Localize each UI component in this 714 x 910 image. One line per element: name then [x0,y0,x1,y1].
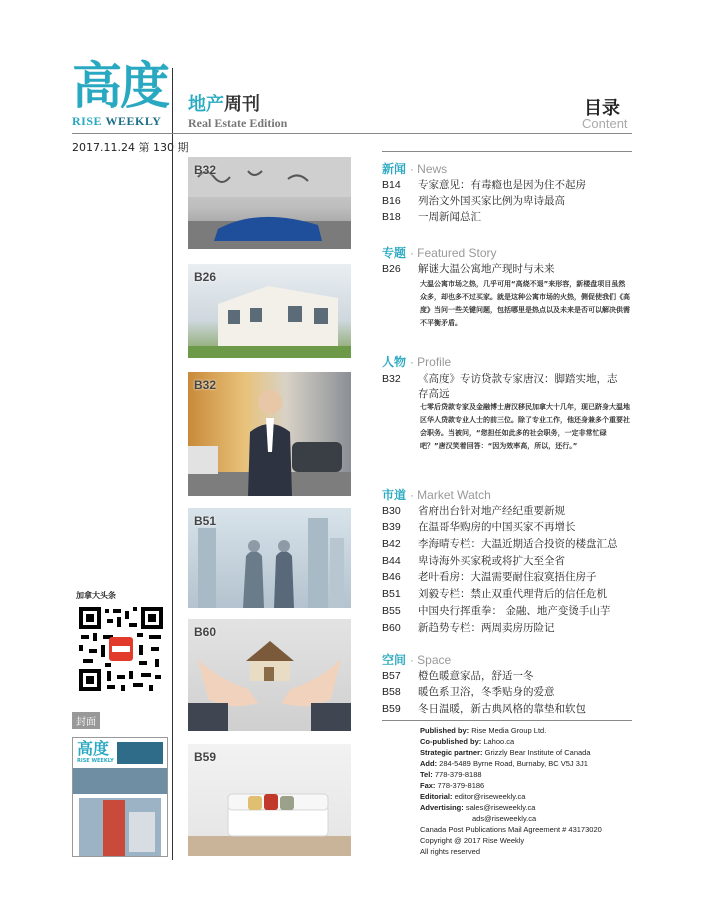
edition-subtitle: Real Estate Edition [188,116,288,130]
co-published-by: Co-published by: Lahoo.ca [420,737,515,746]
section-market: 市道 · Market Watch [382,488,491,502]
cover-label: 封面 [72,712,100,729]
edition-title: 地产周刊 [188,94,260,115]
toc-subtitle: Content [582,116,628,131]
qr-code[interactable] [77,605,165,693]
address: Add: 284-5489 Byrne Road, Burnaby, BC V5J 3J1 [420,759,588,768]
section-news: 新闻 · News [382,162,448,176]
photo-market [188,508,351,608]
toc-item: B32 《高度》专访贷款专家唐汉：脚踏实地，志 [382,373,618,385]
header-rule [72,133,632,134]
photo-profile [188,372,351,496]
toc-rule [382,151,632,152]
section-space: 空间 · Space [382,653,452,667]
photo-label: B59 [194,750,217,764]
logo-rise: RISE [72,114,103,128]
toc-item: B60 新趋势专栏：两周卖房历险记 [382,622,555,634]
photo-space [188,744,351,856]
toc-item: B58 暖色系卫浴，冬季贴身的爱意 [382,686,555,698]
logo-chinese: 高度 [72,57,168,115]
publisher-rule [382,720,632,721]
toc-item: B42 李海晴专栏：大温近期适合投资的楼盘汇总 [382,538,618,550]
logo-weekly: WEEKLY [105,114,162,128]
toc-item: B14 专家意见：有毒瘾也是因为住不起房 [382,179,586,191]
advertising-email[interactable]: Advertising: sales@riseweekly.ca [420,803,536,812]
toc-item: B46 老叶看房：大温需要耐住寂寞捂住房子 [382,571,597,583]
toc-item-continuation: 存高远 [418,388,450,400]
toc-item: B26 解谜大温公寓地产现时与未来 [382,263,555,275]
photo-market-2 [188,619,351,731]
qr-label: 加拿大头条 [76,591,116,600]
fax: Fax: 778-379-8186 [420,781,485,790]
toc-item: B59 冬日温暖，新古典风格的靠垫和软包 [382,703,586,715]
photo-label: B26 [194,270,217,284]
published-by: Published by: Rise Media Group Ltd. [420,726,547,735]
photo-label: B51 [194,514,217,528]
rights: All rights reserved [420,847,481,856]
vertical-divider [172,68,173,860]
toc-title: 目录 [584,98,620,119]
ads-email[interactable]: ads@riseweekly.ca [472,814,537,823]
telephone: Tel: 778-379-8188 [420,770,482,779]
toc-item: B55 中国央行挥重拳： 金融、地产变烫手山芋 [382,605,611,617]
cover-logo-en: RISE WEEKLY [77,758,114,764]
featured-description: 大温公寓市场之热，几乎可用“高烧不退”来形容，新楼盘项目虽然众多，却也多不过买家。就是这种公寓市场的火热，侧促使我们《高度》当问一些关键问题，包括哪里是热点以及未来是否可以解决供需不平衡矛盾。 [420,280,630,327]
toc-item: B18 一周新闻总汇 [382,211,481,223]
strategic-partner: Strategic partner: Grizzly Bear Institute of Canada [420,748,591,757]
photo-label: B32 [194,378,217,392]
section-profile: 人物 · Profile [382,355,452,369]
logo-english [72,114,161,129]
toc-item: B39 在温哥华购房的中国买家不再增长 [382,521,576,533]
toc-item: B16 列治文外国买家比例为卑诗最高 [382,195,565,207]
photo-news [188,157,351,249]
toc-item: B51 刘毅专栏：禁止双重代理背后的信任危机 [382,588,607,600]
profile-description: 七零后贷款专家及金融博士唐汉移民加拿大十几年，现已跻身大温地区华人贷款专业人士的前三位。除了专业工作，他还身兼多个重要社会职务。当被问，“您担任如此多的社会职务，一定非常忙碌吧？”唐汉笑着回答：“因为效率高，所以，还行。” [420,403,630,450]
section-featured: 专题 · Featured Story [382,246,497,260]
cover-logo: 高度 [77,739,110,758]
copyright: Copyright @ 2017 Rise Weekly [420,836,525,845]
issue-date: 2017.11.24 第 130 期 [72,141,189,154]
toc-item: B57 橙色暖意家品，舒适一冬 [382,670,534,682]
photo-label: B32 [194,163,217,177]
photo-label: B60 [194,625,217,639]
mail-agreement: Canada Post Publications Mail Agreement # 43173020 [420,825,602,834]
editorial-email[interactable]: Editorial: editor@riseweekly.ca [420,792,526,801]
cover-thumbnail[interactable] [72,737,168,857]
toc-item: B30 省府出台针对地产经纪重要新规 [382,505,565,517]
toc-item: B44 卑诗海外买家税或将扩大至全省 [382,555,565,567]
photo-featured [188,264,351,358]
